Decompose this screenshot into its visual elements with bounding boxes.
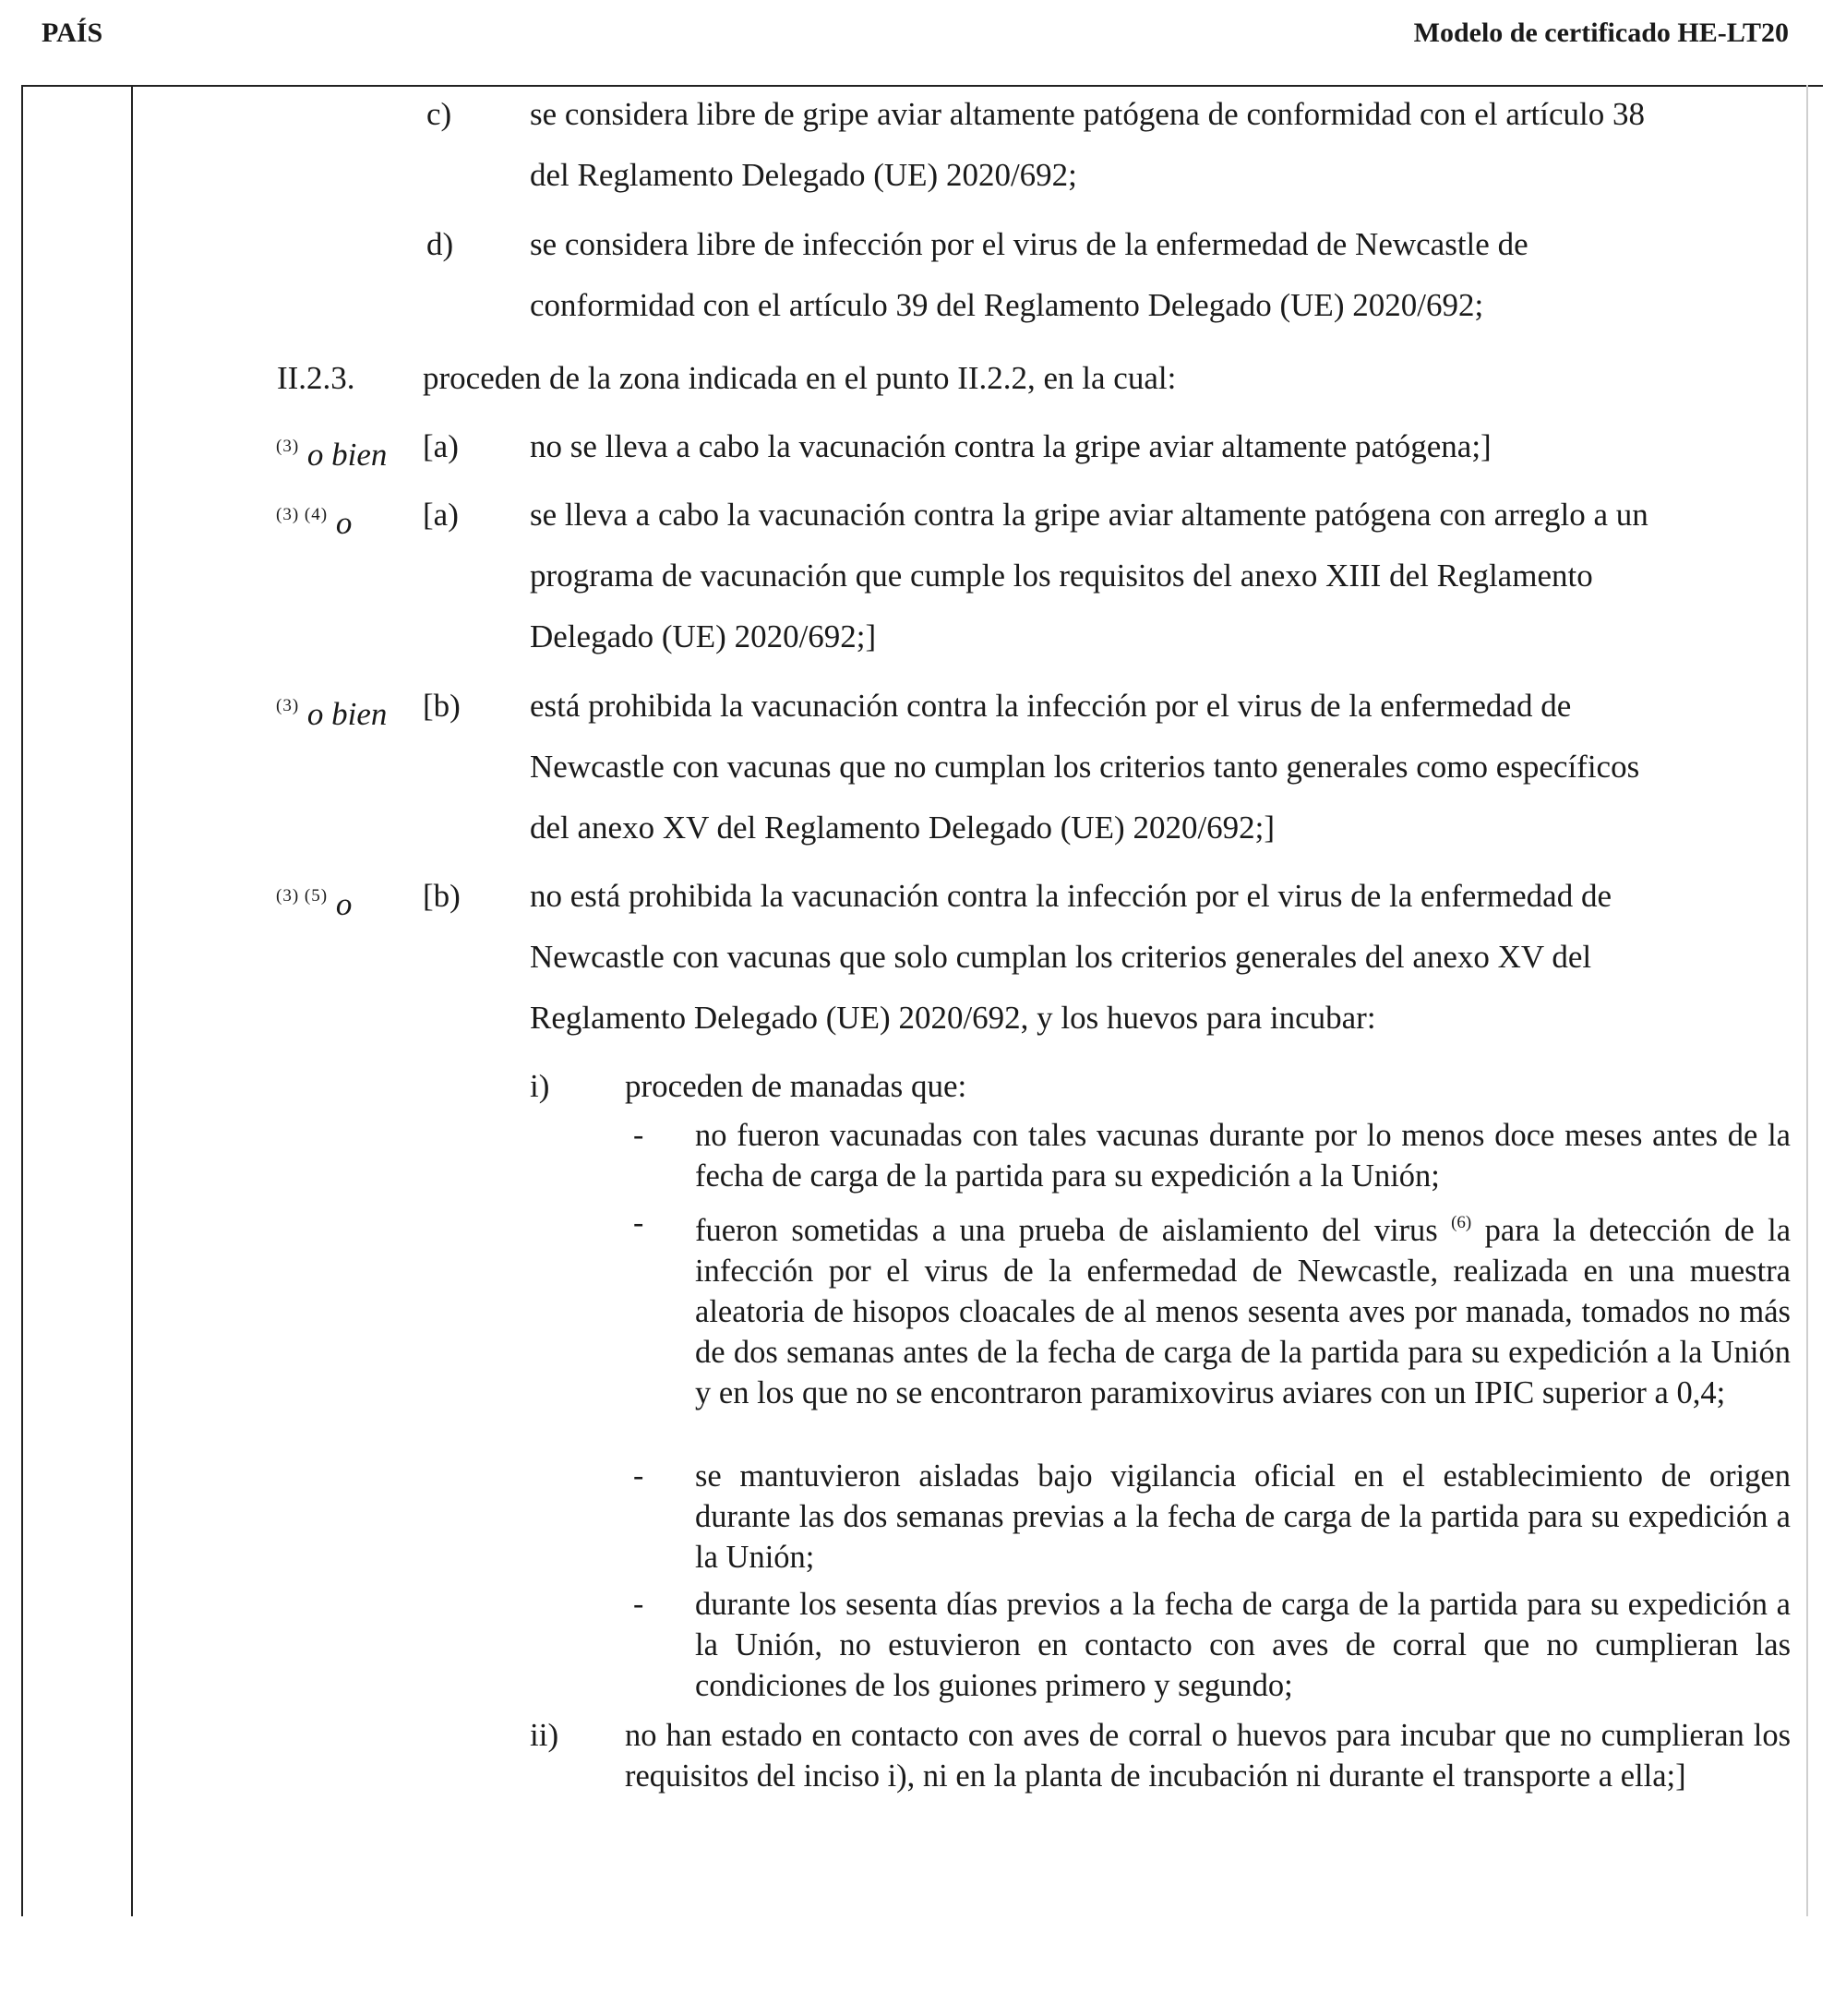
option-a1-label: [a) bbox=[423, 428, 459, 464]
dash-1-text: no fueron vacunadas con tales vacunas durante por lo menos doce meses antes de la fecha de carga de la partida para su expedición a la Unión; bbox=[695, 1118, 1791, 1194]
table-right-border bbox=[1806, 85, 1808, 1916]
option-a2-label: [a) bbox=[423, 497, 459, 533]
section-ii23-text: proceden de la zona indicada en el punto II.2.2, en la cual: bbox=[423, 360, 1177, 396]
subitem-i-label: i) bbox=[530, 1068, 550, 1104]
subitem-ii-label: ii) bbox=[530, 1717, 559, 1753]
option-a1-prefix: $^{(3)}$ o bien bbox=[276, 437, 388, 473]
table-column-divider bbox=[131, 85, 133, 1916]
dash-3-mark: - bbox=[633, 1458, 644, 1493]
subitem-i-text: proceden de manadas que: bbox=[625, 1068, 967, 1104]
header-country: PAÍS bbox=[42, 18, 103, 48]
table-left-border bbox=[21, 85, 23, 1916]
option-a2-prefix: $^{(3) (4)}$ o bbox=[276, 505, 353, 541]
dash-4-text: durante los sesenta días previos a la fecha de carga de la partida para su expedición a la Unión, no estuvieron en contacto con aves de corral que no cumplieran las condiciones de los guiones primero y segundo; bbox=[695, 1587, 1791, 1703]
dash-3-text: se mantuvieron aisladas bajo vigilancia oficial en el establecimiento de origen durante las dos semanas previas a la fecha de carga de la partida para su expedición a la Unión; bbox=[695, 1458, 1791, 1575]
dash-2-text: fueron sometidas a una prueba de aislamiento del virus $^{(6)}$ para la detección de la infección por el virus de la enfermedad de Newcastle, realizada en una muestra aleatoria de hisopos cloacales de al menos sesenta aves por manada, tomados no más de dos semanas antes de la fecha de carga de la partida para su expedición a la Unión y en los que no se encontraron paramixovirus aviares con un IPIC superior a 0,4; bbox=[695, 1213, 1792, 1410]
option-b1-label: [b) bbox=[423, 688, 461, 724]
item-c-text: se considera libre de gripe aviar altamente patógena de conformidad con el artículo 38 del Reglamento Delegado (UE) 2020/692; bbox=[530, 96, 1645, 193]
option-b2-text: no está prohibida la vacunación contra la infección por el virus de la enfermedad de Newcastle con vacunas que solo cumplan los criterios generales del anexo XV del Reglamento Delegado (UE) 2020/692, y los huevos para incubar: bbox=[530, 878, 1612, 1036]
option-b2-prefix: $^{(3) (5)}$ o bbox=[276, 886, 353, 922]
dash-4-mark: - bbox=[633, 1587, 644, 1621]
header-certificate-model: Modelo de certificado HE-LT20 bbox=[1413, 18, 1789, 48]
option-b2-label: [b) bbox=[423, 878, 461, 914]
dash-1-mark: - bbox=[633, 1118, 644, 1152]
option-a2-text: se lleva a cabo la vacunación contra la gripe aviar altamente patógena con arreglo a un programa de vacunación que cumple los requisitos del anexo XIII del Reglamento Delegado (UE) 2020/692;] bbox=[530, 497, 1648, 654]
option-a1-text: no se lleva a cabo la vacunación contra la gripe aviar altamente patógena;] bbox=[530, 428, 1492, 464]
item-d-label: d) bbox=[426, 226, 454, 262]
item-c-label: c) bbox=[426, 96, 452, 132]
footnote-6-marker: (6) bbox=[1451, 1213, 1472, 1232]
item-d-text: se considera libre de infección por el virus de la enfermedad de Newcastle de conformidad con el artículo 39 del Reglamento Delegado (UE) 2020/692; bbox=[530, 226, 1528, 323]
option-b1-text: está prohibida la vacunación contra la infección por el virus de la enfermedad de Newcastle con vacunas que no cumplan los criterios tanto generales como específicos del anexo XV del Reglamento Delegado (UE) 2020/692;] bbox=[530, 688, 1640, 846]
subitem-ii-text: no han estado en contacto con aves de corral o huevos para incubar que no cumplieran los requisitos del inciso i), ni en la planta de incubación ni durante el transporte a ella;] bbox=[625, 1718, 1791, 1794]
dash-2-mark: - bbox=[633, 1206, 644, 1240]
option-b1-prefix: $^{(3)}$ o bien bbox=[276, 696, 388, 732]
section-ii23-label: II.2.3. bbox=[277, 360, 355, 396]
